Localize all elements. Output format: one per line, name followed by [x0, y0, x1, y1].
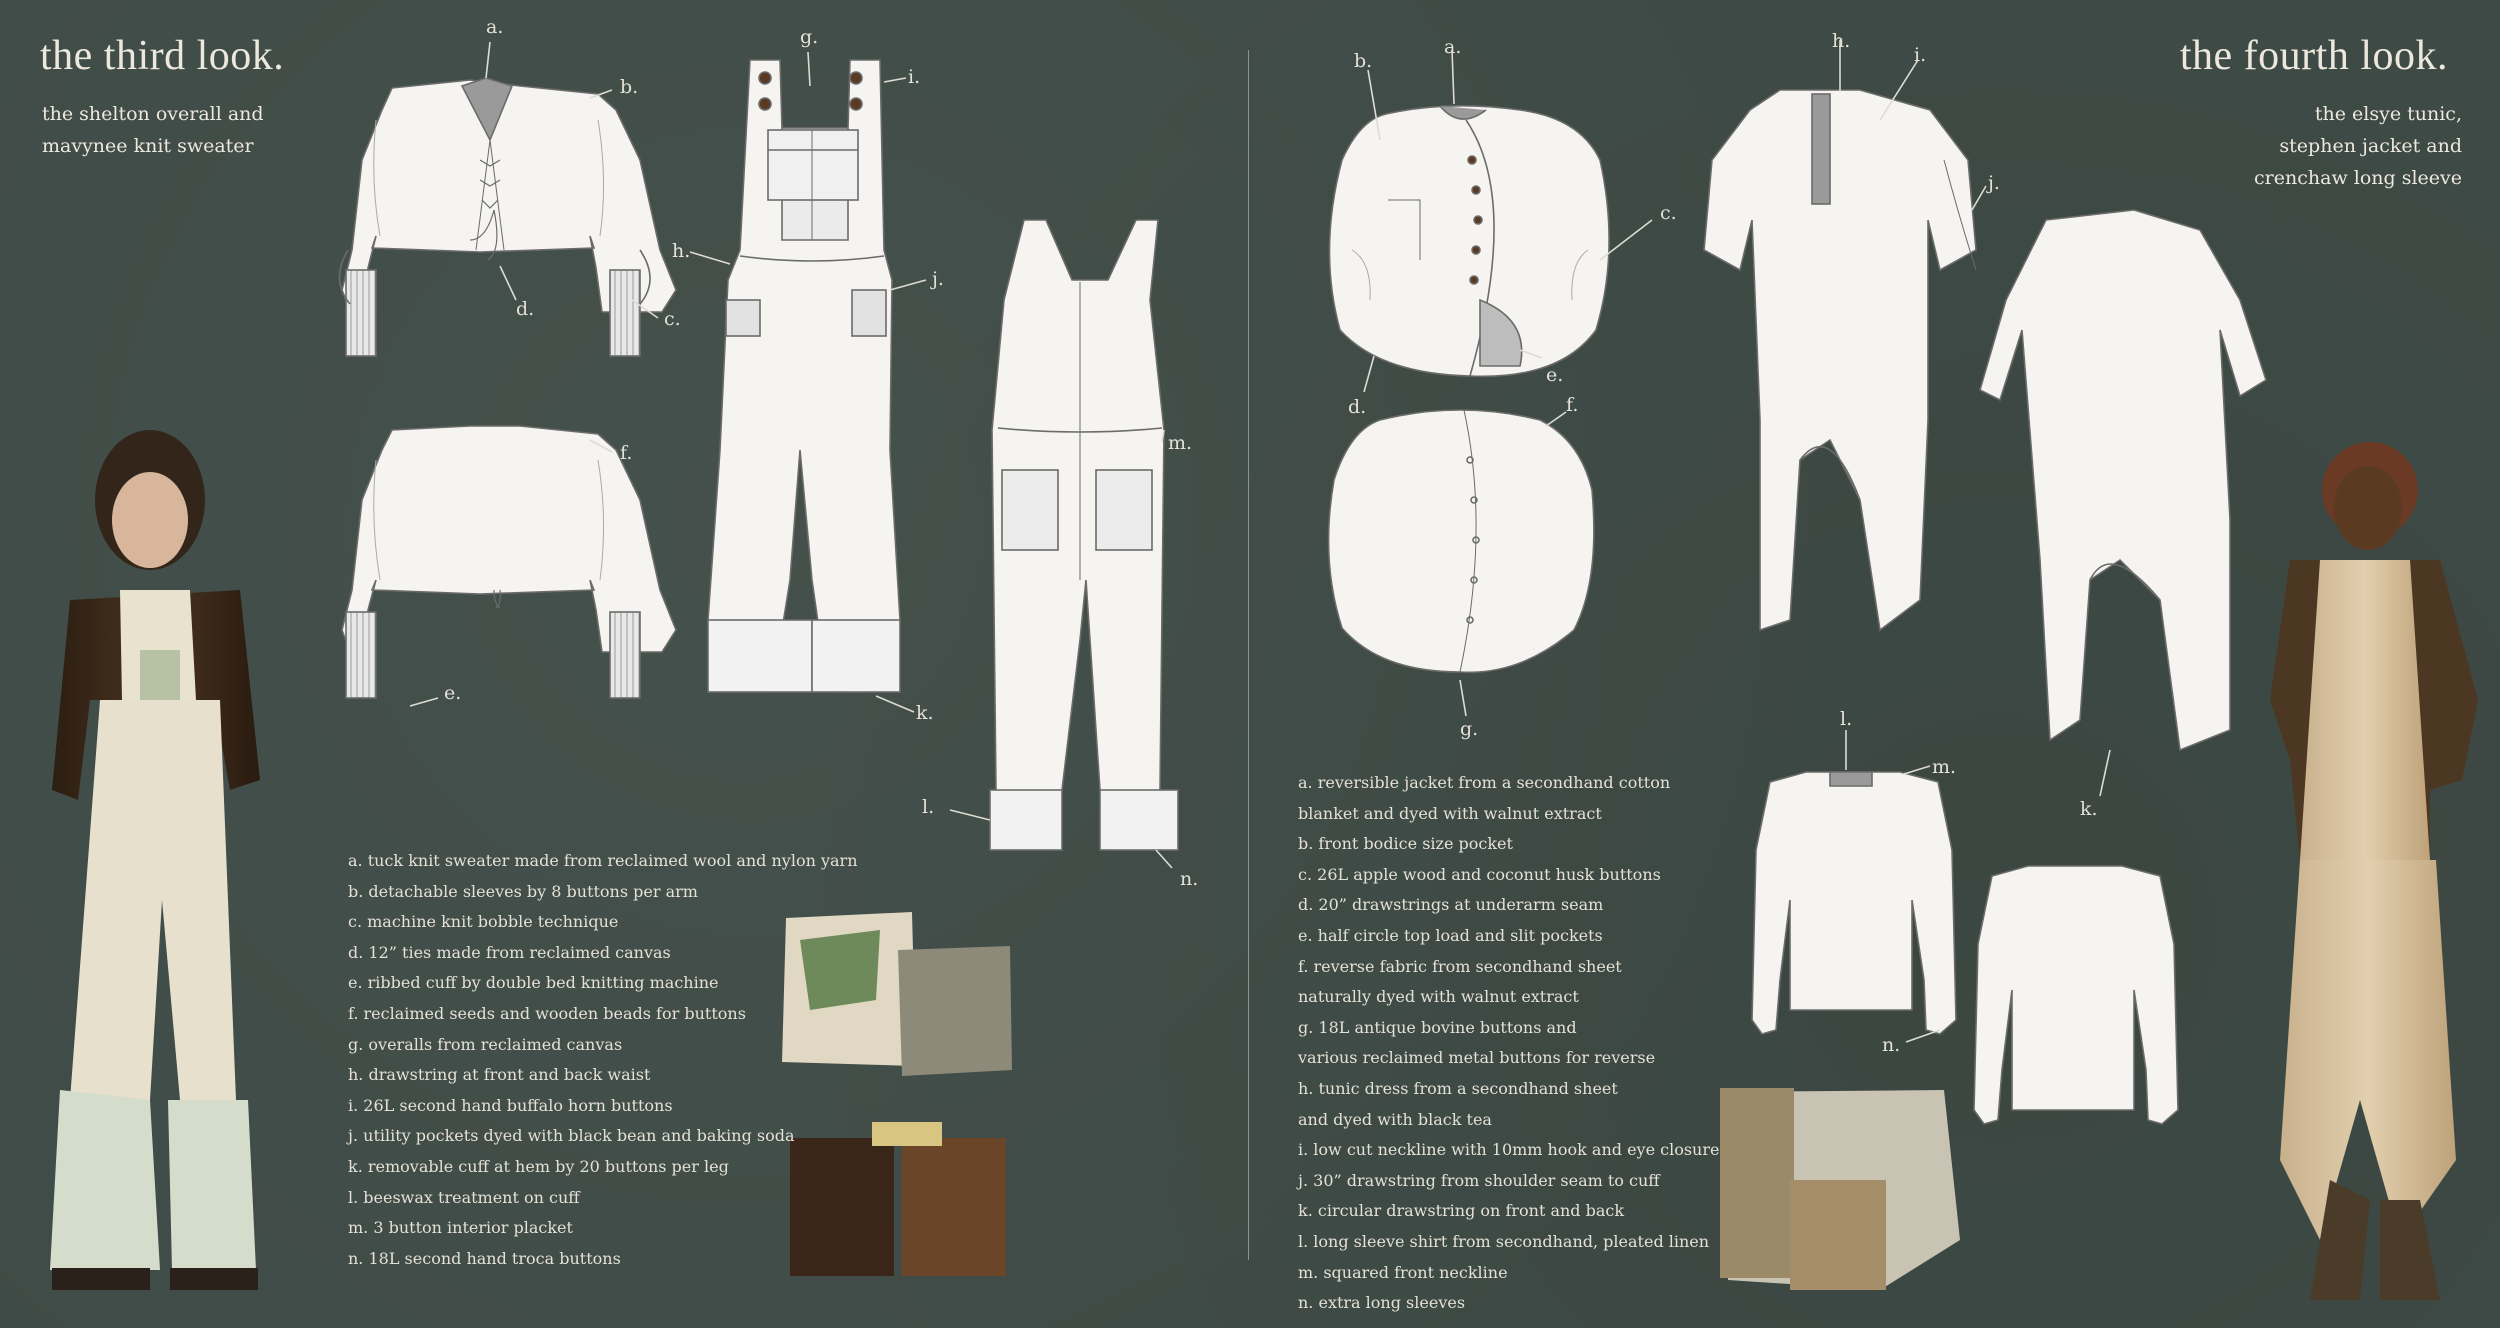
- callout-n: n.: [1882, 1034, 1901, 1056]
- jacket-back-drawing: [1329, 410, 1594, 672]
- note-line: k. removable cuff at hem by 20 buttons per leg: [348, 1156, 729, 1176]
- note-line: n. 18L second hand troca buttons: [348, 1248, 621, 1268]
- note-line: n. extra long sleeves: [1298, 1293, 1466, 1313]
- figure-left-illustration: [50, 430, 260, 1290]
- longsleeve-back-drawing: [1974, 866, 2178, 1124]
- third-look-title: the third look.: [40, 33, 285, 79]
- callout-b: b.: [1354, 50, 1373, 72]
- note-line: a. tuck knit sweater made from reclaimed wool and nylon yarn: [348, 851, 858, 870]
- note-line: c. 26L apple wood and coconut husk buttons: [1298, 864, 1661, 884]
- callout-j: j.: [1988, 172, 2000, 194]
- callout-e: e.: [1546, 364, 1564, 386]
- note-line: a. reversible jacket from a secondhand cotton: [1298, 773, 1671, 792]
- subtitle-line: stephen jacket and: [2279, 135, 2462, 157]
- third-look-notes: [348, 846, 858, 1274]
- longsleeve-front-drawing: [1752, 772, 1956, 1034]
- callout-c: c.: [664, 308, 681, 330]
- note-line: g. overalls from reclaimed canvas: [348, 1034, 623, 1054]
- note-line: c. machine knit bobble technique: [348, 912, 619, 932]
- note-line: k. circular drawstring on front and back: [1298, 1201, 1625, 1221]
- callout-h: h.: [672, 240, 691, 262]
- callout-i: i.: [908, 66, 921, 88]
- callout-l: l.: [1840, 708, 1853, 730]
- callout-g: g.: [1460, 718, 1479, 740]
- note-line: d. 12” ties made from reclaimed canvas: [348, 942, 671, 962]
- note-line: g. 18L antique bovine buttons and: [1298, 1017, 1577, 1037]
- note-line: e. half circle top load and slit pockets: [1298, 925, 1603, 945]
- note-line: f. reclaimed seeds and wooden beads for buttons: [348, 1003, 746, 1023]
- subtitle-line: mavynee knit sweater: [42, 135, 254, 157]
- note-line: b. front bodice size pocket: [1298, 834, 1513, 854]
- sweater-front-drawing: [339, 78, 676, 356]
- callout-g: g.: [800, 26, 819, 48]
- note-line: h. drawstring at front and back waist: [348, 1065, 651, 1085]
- note-line: i. low cut neckline with 10mm hook and eye closure: [1298, 1140, 1720, 1160]
- note-line: l. long sleeve shirt from secondhand, pleated linen: [1298, 1231, 1710, 1251]
- callout-b: b.: [620, 76, 639, 98]
- callout-f: f.: [620, 442, 633, 464]
- note-line: h. tunic dress from a secondhand sheet: [1298, 1078, 1618, 1098]
- callout-i: i.: [1914, 44, 1927, 66]
- callout-l: l.: [922, 796, 935, 818]
- callout-m: m.: [1168, 432, 1193, 454]
- callout-a: a.: [1444, 36, 1462, 58]
- tunic-back-drawing: [1980, 210, 2266, 750]
- overalls-back-drawing: [990, 220, 1178, 850]
- callout-n: n.: [1180, 868, 1199, 890]
- callout-d: d.: [516, 298, 535, 320]
- callout-e: e.: [444, 682, 462, 704]
- callout-a: a.: [486, 16, 504, 38]
- note-line: e. ribbed cuff by double bed knitting machine: [348, 973, 719, 993]
- note-line: m. 3 button interior placket: [348, 1218, 573, 1238]
- note-line: f. reverse fabric from secondhand sheet: [1298, 956, 1622, 976]
- callout-j: j.: [932, 268, 944, 290]
- note-line: b. detachable sleeves by 8 buttons per arm: [348, 881, 698, 901]
- note-line: j. utility pockets dyed with black bean and baking soda: [348, 1126, 795, 1146]
- fourth-look-notes: [1298, 768, 1719, 1319]
- callout-f: f.: [1566, 394, 1579, 416]
- figure-right-illustration: [2270, 442, 2478, 1300]
- note-line: and dyed with black tea: [1298, 1109, 1492, 1129]
- overalls-front-drawing: [708, 60, 900, 692]
- jacket-front-drawing: [1329, 106, 1609, 376]
- callout-m: m.: [1932, 756, 1957, 778]
- note-line: blanket and dyed with walnut extract: [1298, 803, 1602, 823]
- subtitle-line: the shelton overall and: [42, 103, 264, 125]
- callout-h: h.: [1832, 30, 1851, 52]
- note-line: j. 30” drawstring from shoulder seam to cuff: [1298, 1170, 1660, 1190]
- note-line: l. beeswax treatment on cuff: [348, 1187, 580, 1207]
- note-line: various reclaimed metal buttons for reverse: [1298, 1048, 1656, 1068]
- callout-k: k.: [916, 702, 934, 724]
- callout-c: c.: [1660, 202, 1677, 224]
- note-line: d. 20” drawstrings at underarm seam: [1298, 895, 1604, 915]
- tunic-front-drawing: [1704, 90, 1976, 630]
- note-line: naturally dyed with walnut extract: [1298, 987, 1579, 1007]
- sweater-back-drawing: [342, 426, 676, 698]
- subtitle-line: the elsye tunic,: [2314, 103, 2462, 125]
- callout-k: k.: [2080, 798, 2098, 820]
- note-line: m. squared front neckline: [1298, 1262, 1508, 1282]
- note-line: i. 26L second hand buffalo horn buttons: [348, 1095, 673, 1115]
- fabric-swatches-right: [1720, 1088, 1960, 1290]
- subtitle-line: crenchaw long sleeve: [2254, 167, 2462, 189]
- fourth-look-title: the fourth look.: [2179, 33, 2448, 79]
- callout-d: d.: [1348, 396, 1367, 418]
